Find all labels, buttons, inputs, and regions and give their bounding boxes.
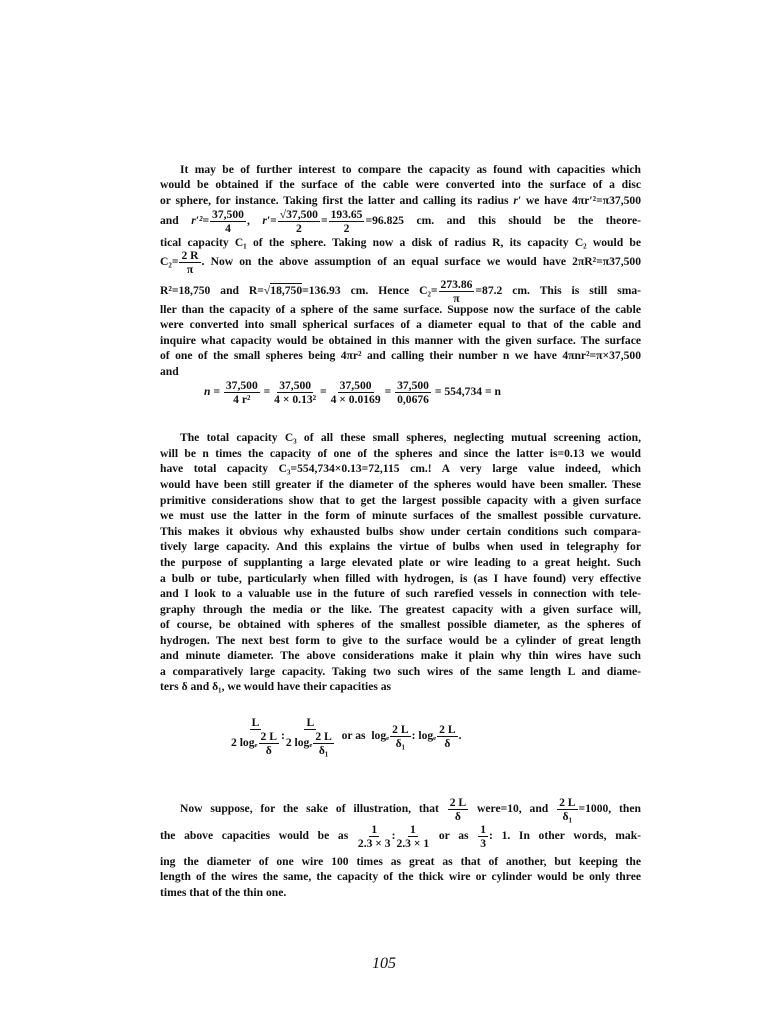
fraction <box>395 379 431 406</box>
numerator: 37,500 <box>279 378 312 392</box>
text-line: ing the diameter of one wire 100 times as great as that of another, but keeping the <box>160 855 641 868</box>
math: n = <box>204 385 220 398</box>
text: C₂= <box>160 255 179 269</box>
text: =136.93 cm. Hence C₂= <box>302 284 438 298</box>
text: or sphere, for instance. Taking first the latter and calling its radius <box>160 194 514 207</box>
text: , <box>246 214 250 228</box>
text: 2 logₑ <box>231 736 258 750</box>
text: : 1. In other words, mak- <box>489 829 641 842</box>
formula-line <box>160 249 641 276</box>
text: and <box>160 214 192 228</box>
fraction <box>329 208 365 235</box>
denominator: δ₁ <box>562 809 573 823</box>
equation-capacities <box>230 716 462 757</box>
fraction <box>286 716 335 757</box>
fraction <box>557 796 577 823</box>
text-line: tively large capacity. And this explains the virtue of bulbs when used in telegraphy for <box>160 540 641 553</box>
fraction <box>259 730 279 757</box>
text: or as <box>438 829 469 842</box>
denominator: 2.3 × 1 <box>396 836 430 850</box>
text-line: a bulb or tube, particularly when filled with hydrogen, is (as I have found) very effective <box>160 572 641 585</box>
text-line: tical capacity C₁ of the sphere. Taking now a disk of radius R, its capacity C₂ would be <box>160 236 641 249</box>
text: . <box>458 729 462 743</box>
text-line: we must use the latter in the form of minute surfaces of the smallest possible curvature. <box>160 509 641 522</box>
text: Now suppose, for the sake of illustration, that <box>180 802 439 815</box>
text-line: of one of the small spheres being 4πr² and calling their number n we have 4πnr²=π×37,500 <box>160 349 641 362</box>
text-line: the purpose of supplanting a large elevated plate or wire leading to a great height. Such <box>160 556 641 569</box>
denominator: 2 <box>343 222 350 235</box>
numerator: 2 L <box>439 723 456 736</box>
text-line: and <box>160 365 179 378</box>
text: R²=18,750 and R=√ <box>160 284 271 298</box>
text: : <box>391 829 396 842</box>
fraction <box>390 723 410 750</box>
text: = <box>320 385 327 398</box>
text-line: of course, be obtained with spheres of the smallest possible diameter, as the spheres of <box>160 618 641 631</box>
text-line: This makes it obvious why exhausted bulbs show under certain conditions such compara- <box>160 525 641 538</box>
fraction <box>179 249 200 276</box>
denominator: δ <box>454 809 461 823</box>
denominator: δ₁ <box>318 744 329 757</box>
fraction <box>439 278 475 305</box>
math: r′² <box>191 214 203 228</box>
text: = <box>320 214 328 228</box>
numerator: 37,500 <box>225 378 258 392</box>
math: r′ <box>513 194 522 207</box>
numerator: 193.65 <box>330 208 363 221</box>
formula-line <box>160 278 641 305</box>
text: . Now on the above assumption of an equal surface we would have 2πR²=π37,500 <box>201 255 641 269</box>
fraction <box>331 379 381 406</box>
numerator: 2 L <box>392 723 409 736</box>
numerator: 37,500 <box>212 208 244 221</box>
text-line: hydrogen. The next best form to give to the surface would be a cylinder of great length <box>160 634 641 647</box>
numerator: L <box>251 716 260 729</box>
numerator: 2 R <box>181 249 199 262</box>
denominator: 4 × 0.13² <box>274 392 317 406</box>
denominator <box>286 730 335 757</box>
text: =87.2 cm. This is still sma- <box>475 284 642 298</box>
fraction <box>278 208 320 235</box>
numerator: 2 L <box>449 795 467 809</box>
text-line: were converted into small spherical surfaces of a diameter equal to that of the cable and <box>160 318 641 331</box>
text-line: primitive considerations show that to get the largest possible capacity with a given surface <box>160 494 641 507</box>
text-line: and I look to a valuable use in the future of such rarefied vessels in connection with tele- <box>160 587 641 600</box>
text-line: It may be of further interest to compare the capacity as found with capacities which <box>180 163 641 176</box>
text-line: inquire what capacity would be obtained in this manner with the given surface. The surface <box>160 334 641 347</box>
numerator: 37,500 <box>339 378 372 392</box>
text: = <box>202 214 210 228</box>
text-line: The total capacity C₃ of all these small spheres, neglecting mutual screening action, <box>180 431 641 444</box>
text-line: times that of the thin one. <box>160 886 287 899</box>
text: = <box>384 385 392 398</box>
text-line: would have been still greater if the diameter of the spheres would have been smaller. These <box>160 478 641 491</box>
formula-line <box>160 208 641 235</box>
numerator: L <box>306 716 315 729</box>
numerator: 2 L <box>559 795 576 809</box>
text: logₑ <box>371 729 390 743</box>
fraction <box>437 723 457 750</box>
fraction <box>224 379 260 406</box>
denominator: π <box>453 292 460 305</box>
denominator: 0,0676 <box>397 392 429 406</box>
formula-line <box>160 795 641 823</box>
text-line: ller than the capacity of a sphere of the same surface. Suppose now the surface of the cable <box>160 303 641 316</box>
numerator: 1 <box>371 822 378 836</box>
text: the above capacities would be as <box>160 829 349 842</box>
numerator: 2 L <box>315 730 332 743</box>
text: = 554,734 = n <box>434 385 501 398</box>
denominator: 2.3 × 3 <box>357 836 391 850</box>
text: or as <box>341 729 366 743</box>
text: were=10, and <box>477 802 549 815</box>
denominator: 3 <box>480 836 487 850</box>
text-line: graphy through the media or the like. The greatest capacity with a given surface will, <box>160 603 641 616</box>
radicand: 18,750 <box>270 284 303 298</box>
text: = <box>270 214 277 228</box>
fraction <box>396 823 429 850</box>
numerator: 37,500 <box>397 378 429 392</box>
text-line: a comparatively large capacity. Taking two such wires of the same length L and diame- <box>160 665 641 678</box>
text-line: will be n times the capacity of one of the spheres and since the latter is=0.13 we would <box>160 447 641 460</box>
text: : logₑ <box>411 729 437 743</box>
fraction <box>210 208 246 235</box>
denominator: δ <box>265 744 272 757</box>
math: r′ <box>262 214 271 228</box>
text-line <box>160 194 641 208</box>
text: we have 4πr′²=π37,500 <box>521 194 641 207</box>
denominator: π <box>186 263 194 276</box>
numerator: 1 <box>409 822 416 836</box>
numerator: 273.86 <box>440 278 473 291</box>
page-number: 105 <box>372 955 396 972</box>
fraction <box>478 823 488 850</box>
denominator: 4 × 0.0169 <box>330 392 381 406</box>
fraction <box>448 796 468 823</box>
text-line: would be obtained if the surface of the cable were converted into the surface of a disc <box>160 178 641 191</box>
fraction <box>274 379 316 406</box>
denominator: 4 r² <box>233 392 251 406</box>
text-line: ters δ and δ₁, we would have their capacities as <box>160 680 392 693</box>
denominator: 2 <box>295 222 302 235</box>
fraction <box>358 823 391 850</box>
text: = <box>263 385 271 398</box>
text: : <box>280 729 285 743</box>
denominator: δ₁ <box>395 737 406 750</box>
denominator: 4 <box>225 222 231 235</box>
fraction <box>313 730 333 757</box>
denominator <box>231 730 280 757</box>
text: 2 logₑ <box>285 736 313 750</box>
text-line: length of the wires the same, the capacity of the thick wire or cylinder would be only three <box>160 870 641 883</box>
text: =1000, then <box>578 802 641 815</box>
text-line: and minute diameter. The above considerations make it plain why thin wires have such <box>160 649 641 662</box>
formula-line <box>160 822 641 850</box>
denominator: δ <box>444 737 451 750</box>
numerator: √37,500 <box>279 208 318 221</box>
text: =96.825 cm. and this should be the theore- <box>365 214 641 228</box>
equation-n <box>204 378 501 406</box>
fraction <box>231 716 280 757</box>
numerator: 1 <box>480 822 487 836</box>
text-line: have total capacity C₃=554,734×0.13=72,115 cm.! A very large value indeed, which <box>160 462 641 475</box>
numerator: 2 L <box>260 730 277 743</box>
